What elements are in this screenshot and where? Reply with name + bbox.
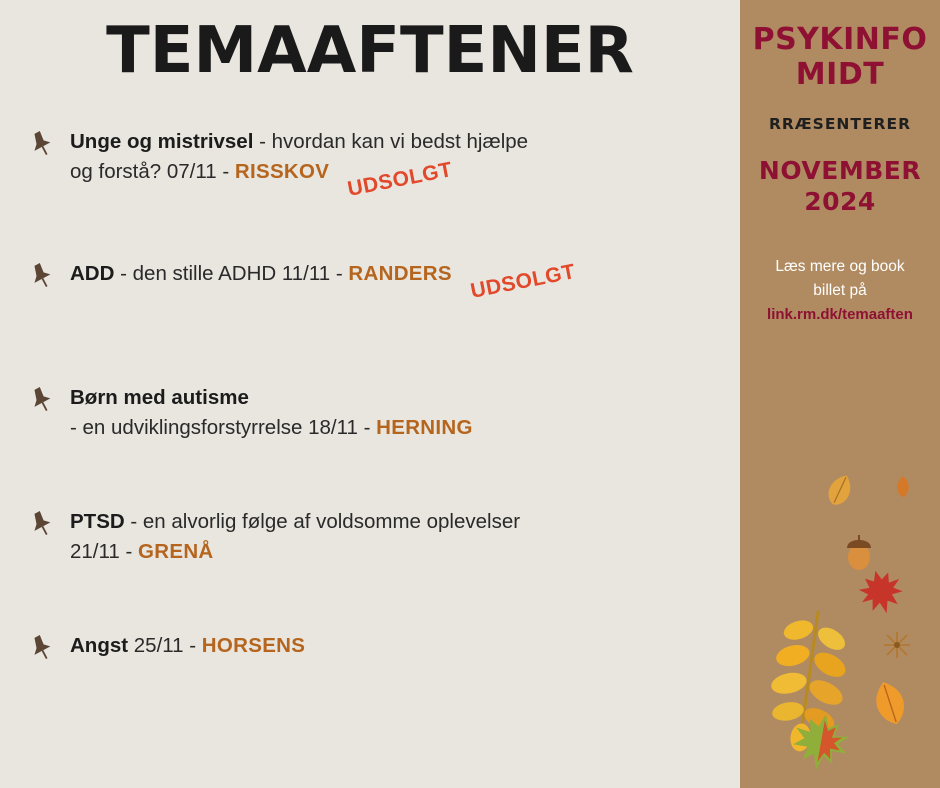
list-item[interactable]: [0, 631, 740, 693]
event-description: den stille ADHD: [132, 262, 282, 286]
brand-title: [740, 0, 940, 93]
event-separator: -: [119, 539, 138, 563]
event-dash: -: [124, 510, 143, 534]
event-city: GRENÅ: [138, 539, 214, 563]
brand-line-2: MIDT: [795, 57, 885, 93]
event-dash: -: [114, 262, 133, 286]
pushpin-icon: [26, 261, 56, 291]
event-description-cont: og forstå?: [70, 159, 167, 183]
event-title: Angst: [70, 634, 129, 658]
event-line-2: [70, 157, 740, 201]
presenter-label: RRÆSENTERER: [768, 114, 912, 133]
list-item[interactable]: [0, 507, 740, 569]
list-item[interactable]: [0, 383, 740, 445]
booking-link[interactable]: link.rm.dk/temaaften: [767, 305, 913, 323]
event-separator: -: [357, 415, 377, 439]
event-title: Børn med autisme: [70, 386, 249, 410]
month-label: NOVEMBER: [758, 155, 922, 185]
event-description: hvordan kan vi bedst hjælpe: [271, 130, 529, 154]
event-line-1: [70, 127, 740, 157]
month-year: [740, 155, 940, 218]
event-date: 25/11: [133, 634, 184, 658]
event-title: Unge og mistrivsel: [70, 130, 254, 154]
event-date: 18/11: [308, 415, 358, 439]
event-city: RANDERS: [348, 262, 452, 286]
event-separator: -: [330, 262, 349, 286]
event-list: [0, 127, 740, 693]
event-separator: -: [216, 159, 235, 183]
status-badge: UDSOLGT: [468, 260, 578, 304]
event-description: en alvorlig følge af voldsomme oplevelser: [142, 510, 521, 534]
event-date: 11/11: [281, 262, 331, 286]
event-line-1: [70, 507, 740, 537]
booking-line-1: Læs mere og book: [775, 258, 905, 276]
brand-line-1: PSYKINFO: [752, 22, 928, 57]
event-city: HERNING: [376, 415, 473, 439]
booking-info: [740, 255, 940, 326]
event-title: PTSD: [70, 510, 125, 534]
event-line-2: [70, 413, 740, 443]
booking-line-2: billet på: [813, 281, 867, 299]
event-date: 21/11: [70, 539, 120, 563]
event-line-1: [70, 383, 740, 413]
maple-leaf-icon: [858, 568, 904, 616]
page-title: TEMAAFTENER: [106, 14, 634, 88]
maple-leaf-icon: [792, 712, 850, 772]
pushpin-icon: [26, 385, 56, 415]
event-title: ADD: [70, 262, 115, 286]
event-date: 07/11: [166, 159, 217, 183]
pushpin-icon: [26, 129, 56, 159]
leaf-icon: [868, 678, 912, 728]
event-line-1: [70, 259, 740, 304]
sidebar: [740, 0, 940, 788]
event-line-1: [70, 631, 740, 661]
event-line-2: [70, 537, 740, 567]
pushpin-icon: [26, 633, 56, 663]
pushpin-icon: [26, 509, 56, 539]
event-city: HORSENS: [201, 634, 306, 658]
event-city: RISSKOV: [234, 159, 330, 183]
year-label: 2024: [804, 187, 876, 217]
acorn-icon: [842, 534, 876, 572]
event-dash: -: [253, 130, 272, 154]
seed-icon: [882, 630, 912, 660]
status-badge: UDSOLGT: [345, 158, 455, 201]
leaf-icon: [892, 474, 914, 498]
list-item[interactable]: [0, 127, 740, 201]
leaf-icon: [820, 470, 860, 510]
list-item[interactable]: [0, 259, 740, 321]
event-separator: -: [183, 634, 202, 658]
event-description-cont: - en udviklingsforstyrrelse: [70, 415, 309, 439]
autumn-leaves-decoration: [740, 450, 940, 788]
